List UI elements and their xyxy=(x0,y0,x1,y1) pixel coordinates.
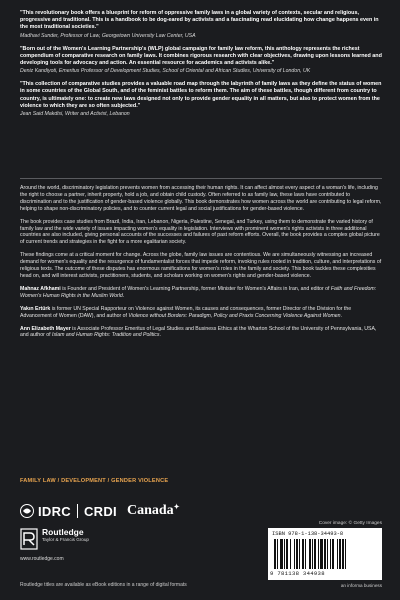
bio-end: . xyxy=(340,312,342,319)
canada-text: Canada xyxy=(126,503,174,518)
cover-credit: Cover image: © Getty Images xyxy=(318,521,382,526)
isbn-digits: 9 781138 344938 xyxy=(270,570,325,577)
bio-end: . xyxy=(159,332,161,339)
publisher-group: Taylor & Francis Group xyxy=(42,537,89,542)
endorsement xyxy=(20,46,382,76)
endorsement xyxy=(20,81,382,118)
publisher-logo xyxy=(20,528,89,550)
book-title: Islam and Human Rights: Tradition and Politics xyxy=(52,332,160,339)
crdi-logo-text: CRDI xyxy=(83,503,117,519)
bio-text: is Founder and President of Women's Learning Partnership, former Minister for Women's Affairs in Iran, and editor of xyxy=(60,285,331,292)
editor-name: Yakın Ertürk xyxy=(20,305,51,312)
endorsement-attribution: Madhavi Sunder, Professor of Law, Georgetown University Law Center, USA xyxy=(20,32,196,39)
endorsement-quote: "Born out of the Women's Learning Partnership's (WLP) global campaign for family law reform, this anthology represents the richest compendium of comparative research on family laws. It combines rigorous research with clear objectives, drawing upon lessons learned and developing tools for advocacy and action. An essential resource for academics and activists alike." xyxy=(20,45,382,67)
canada-wordmark xyxy=(127,503,180,519)
ebook-note: Routledge titles are available as eBook editions in a range of digital formats xyxy=(20,582,187,588)
idrc-logo-icon xyxy=(20,504,34,518)
endorsement-quote: "This revolutionary book offers a blueprint for reform of oppressive family laws in a global variety of contexts, secular and religious, progressive and traditional. This is a handbook to be dog-eared by activists and a fascinating read elucidating how change happens even in the most traditional societies." xyxy=(20,10,379,31)
description-paragraph: Around the world, discriminatory legislation prevents women from accessing their human rights. It can affect almost every aspect of a woman's life, including the right to choose a partner, inherit property, hold a job, and obtain child custody. Often referred to as family law, these laws have contributed to discrimination and to the justification of gender-based violence globally. This book demonstrates how women across the world are contributing to legal reform, helping to shape non-discriminatory policies, and to counter current legal and social justifications for gender-based violence. xyxy=(20,185,382,212)
description-paragraph: These findings come at a critical moment for change. Across the globe, family law issues are contentious. We are simultaneously witnessing an increased demand for women's equality and the resurgence of fundamentalist forces that impede reform, invoking rules rooted in tradition, culture, and interpretations of religious texts. The outcome of these disputes has enormous ramifications for women's roles in the family and society. This book tackles these complexities head on, and will interest activists, practitioners, students, and scholars working on women's rights and gender-based violence. xyxy=(20,252,382,279)
endorsements xyxy=(20,10,382,124)
endorsement-quote: "This collection of comparative studies provides a valuable road map through the labyrinth of family laws as they define the status of women in some countries of the Global South, and of the feminist battles to reform them. The aim of these battles, though different from country to country, is ultimately one: to create new laws designed not only to provide gender equality in all matters, but also to protect women from the violence to which they are so often subjected." xyxy=(20,81,382,109)
isbn-barcode xyxy=(268,528,382,580)
editor-name: Ann Elizabeth Mayer xyxy=(20,325,71,332)
logo-separator xyxy=(77,504,78,518)
maple-leaf-icon: ✦ xyxy=(173,503,180,511)
publisher-name: Routledge xyxy=(42,527,84,537)
endorsement-attribution: Jean Said Makdisi, Writer and Activist, Lebanon xyxy=(20,111,130,118)
description-paragraph: The book provides case studies from Brazil, India, Iran, Lebanon, Nigeria, Palestine, Senegal, and Turkey, using them to demonstrate the varied history of family law and the wide variety of issues impacting women's equality in legislation. Interviews with prominent women's rights activists in three additional countries are also included, giving personal accounts of the successes and failures of past reform efforts. Overall, the book provides a complex global picture of current trends and strategies in the fight for a more egalitarian society. xyxy=(20,218,380,246)
endorsement xyxy=(20,10,382,40)
publisher-text xyxy=(42,528,89,543)
book-title: Faith and Freedom: Women's Human Rights in the Muslim World xyxy=(20,285,377,299)
funder-logos xyxy=(20,502,180,520)
barcode-icon xyxy=(272,539,378,569)
subject-categories: FAMILY LAW / DEVELOPMENT / GENDER VIOLENCE xyxy=(20,478,169,484)
editor-bio xyxy=(20,326,382,340)
bio-text: is former UN Special Rapporteur on Violence against Women, its causes and consequences, former Director of the Division for the Advancement of Women (DAW), and author of xyxy=(20,305,352,319)
publisher-url: www.routledge.com xyxy=(20,556,64,562)
editor-bio xyxy=(20,286,382,300)
editor-name: Mahnaz Afkhami xyxy=(20,285,61,292)
endorsement-attribution: Deniz Kandiyoti, Emeritus Professor of Development Studies, School of Oriental and African Studies, University of London, UK xyxy=(20,68,311,75)
bio-text: is Associate Professor Emeritus of Legal Studies and Business Ethics at the Wharton School of the University of Pennsylvania, USA, and author of xyxy=(20,325,377,339)
bio-end: . xyxy=(122,292,125,299)
idrc-logo-text: IDRC xyxy=(38,503,71,519)
divider xyxy=(20,178,382,179)
isbn-label: ISBN 978-1-138-34493-8 xyxy=(272,531,344,537)
routledge-logo-icon xyxy=(20,528,38,550)
editor-bio xyxy=(20,306,382,320)
book-title: Violence without Borders: Paradigm, Policy and Praxis Concerning Violence Against Women xyxy=(128,312,341,319)
imprint-tagline: an informa business xyxy=(340,583,382,588)
book-description xyxy=(20,185,382,345)
